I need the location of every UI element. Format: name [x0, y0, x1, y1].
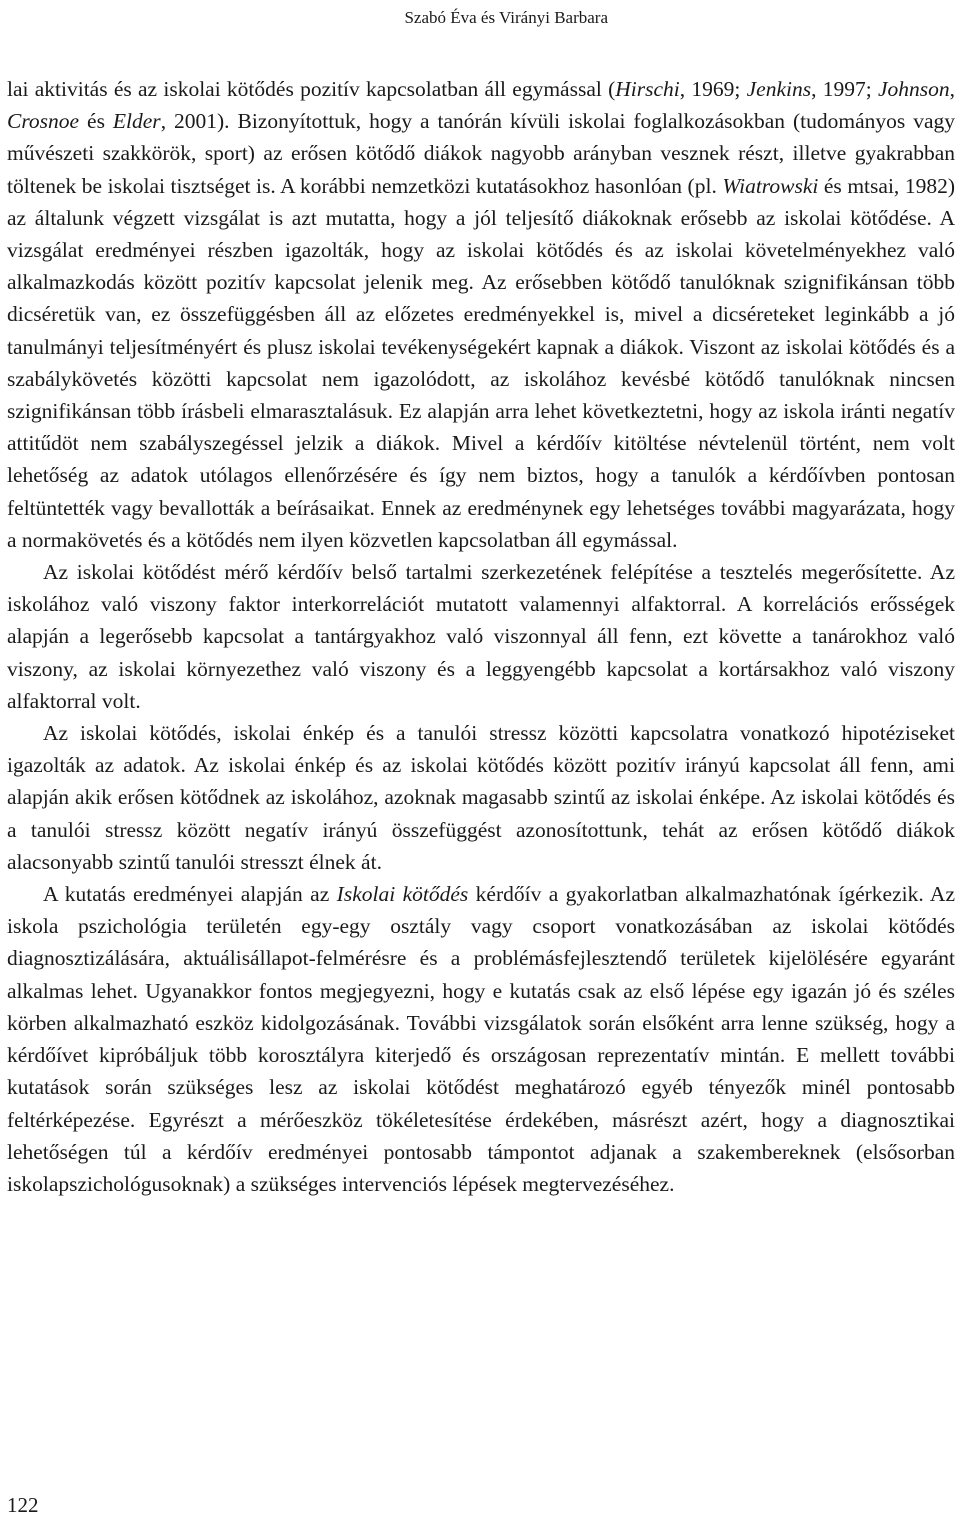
text-run: és mtsai, 1982) az általunk végzett vizsgálat is azt mutatta, hogy a jól teljesítő diákoknak erősebb az iskolai kötődése. A vizsgálat eredményei részben igazolták, hogy az iskolai kötődés és az iskolai követelményekhez való alkalmazkodás között pozitív kapcsolat jelenik meg. Az erősebben kötődő tanulóknak szignifikánsan több dicséretük van, ez összefüggésben áll az előzetes eredményekkel is, mivel a dicséreteket leginkább a jó tanulmányi teljesítményért és plusz iskolai tevékenységekért kapnak a diákok. Viszont az iskolai kötődés és a szabálykövetés közötti kapcsolat nem igazolódott, az iskolához kevésbé kötődő tanulóknak nincsen szignifikánsan több írásbeli elmarasztalásuk. Ez alapján arra lehet következtetni, hogy az iskola iránti negatív attitűdöt nem szabályszegéssel jelzik a diákok. Mivel a kérdőív kitöltése névtelenül történt, nem volt lehetőség az adatok utólagos ellenőrzésére és így nem biztos, hogy a tanulók a kérdőívben pontosan feltüntették vagy bevallották a beírásaikat. Ennek az eredménynek egy lehetséges további magyarázata, hogy a normakövetés és a kötődés nem ilyen közvetlen kapcsolatban áll egymással. [7, 173, 955, 552]
paragraph [7, 556, 955, 717]
text-run: , 1969; [679, 77, 747, 101]
paragraph [7, 878, 955, 1200]
page-number: 122 [7, 1493, 39, 1517]
text-run: Az iskolai kötődést mérő kérdőív belső tartalmi szerkezetének felépítése a tesztelés megerősítette. Az iskolához való viszony faktor interkorrelációt mutatott valamennyi alfaktorral. A korrelációs erősségek alapján a legerősebb kapcsolat a tantárgyakhoz való viszonnyal áll fenn, ezt követte a tanárokhoz való viszony, az iskolai környezethez való viszony és a leggyengébb kapcsolat a kortársakhoz való viszony alfaktorral volt. [7, 560, 955, 713]
italic-citation: Hirschi [615, 77, 680, 101]
italic-citation: Elder [112, 109, 161, 134]
text-run: és [79, 109, 113, 134]
text-run: lai aktivitás és az iskolai kötődés pozitív kapcsolatban áll egymással ( [7, 77, 616, 101]
text-run: , 2001). Bizonyítottuk, hogy a tanórán kívüli iskolai foglalkozásokban (tudományos vagy művészeti szakkörök, sport) az erősen kötődő diákok nagyobb arányban vesznek részt, illetve gyakrabban töltenek be iskolai tisztséget is. A korábbi nemzetközi kutatásokhoz hasonlóan (pl. [7, 109, 955, 198]
body-text [7, 73, 955, 1200]
italic-citation: Johnson [877, 77, 950, 101]
paragraph [7, 73, 955, 556]
text-run: , [949, 77, 955, 101]
text-run: A kutatás eredményei alapján az [43, 882, 337, 907]
paragraph [7, 717, 955, 878]
italic-citation: Iskolai kötődés [336, 882, 469, 907]
text-run: Az iskolai kötődés, iskolai énkép és a tanulói stressz közötti kapcsolatra vonatkozó hipotéziseket igazolták az adatok. Az iskolai énkép és az iskolai kötődés között pozitív irányú kapcsolat áll fenn, ami alapján akik erősen kötődnek az iskolához, azoknak magasabb szintű az iskolai énképe. Az iskolai kötődés és a tanulói stressz között negatív irányú összefüggést azonosítottunk, tehát az erősen kötődő diákok alacsonyabb szintű tanulói stresszt élnek át. [7, 721, 955, 874]
text-run: kérdőív a gyakorlatban alkalmazhatónak ígérkezik. Az iskola pszichológia területén egy-egy osztály vagy csoport vonatkozásában az iskolai kötődés diagnosztizálására, aktuálisállapot-felmérésre és a problémásfejlesztendő területek kijelölésére egyaránt alkalmas lehet. Ugyanakkor fontos megjegyezni, hogy e kutatás csak az első lépése egy igazán jó és széles körben alkalmazható eszköz kidolgozásának. További vizsgálatok során elsőként arra lenne szükség, hogy a kérdőívet kipróbáljuk több korosztályra kiterjedő és országosan reprezentatív mintán. E mellett további kutatások során szükséges lesz az iskolai kötődést meghatározó egyéb tényezők minél pontosabb feltérképezése. Egyrészt a mérőeszköz tökéletesítése érdekében, másrészt azért, hogy a diagnosztikai lehetőségen túl a kérdőív eredményei pontosabb támpontot adjanak a szakembereknek (elsősorban iskolapszichológusoknak) a szükséges intervenciós lépések megtervezéséhez. [7, 882, 955, 1196]
italic-citation: Crosnoe [7, 109, 80, 134]
italic-citation: Wiatrowski [722, 173, 819, 198]
text-run: , 1997; [811, 77, 878, 101]
italic-citation: Jenkins [746, 77, 812, 101]
running-header: Szabó Éva és Virányi Barbara [404, 8, 608, 27]
